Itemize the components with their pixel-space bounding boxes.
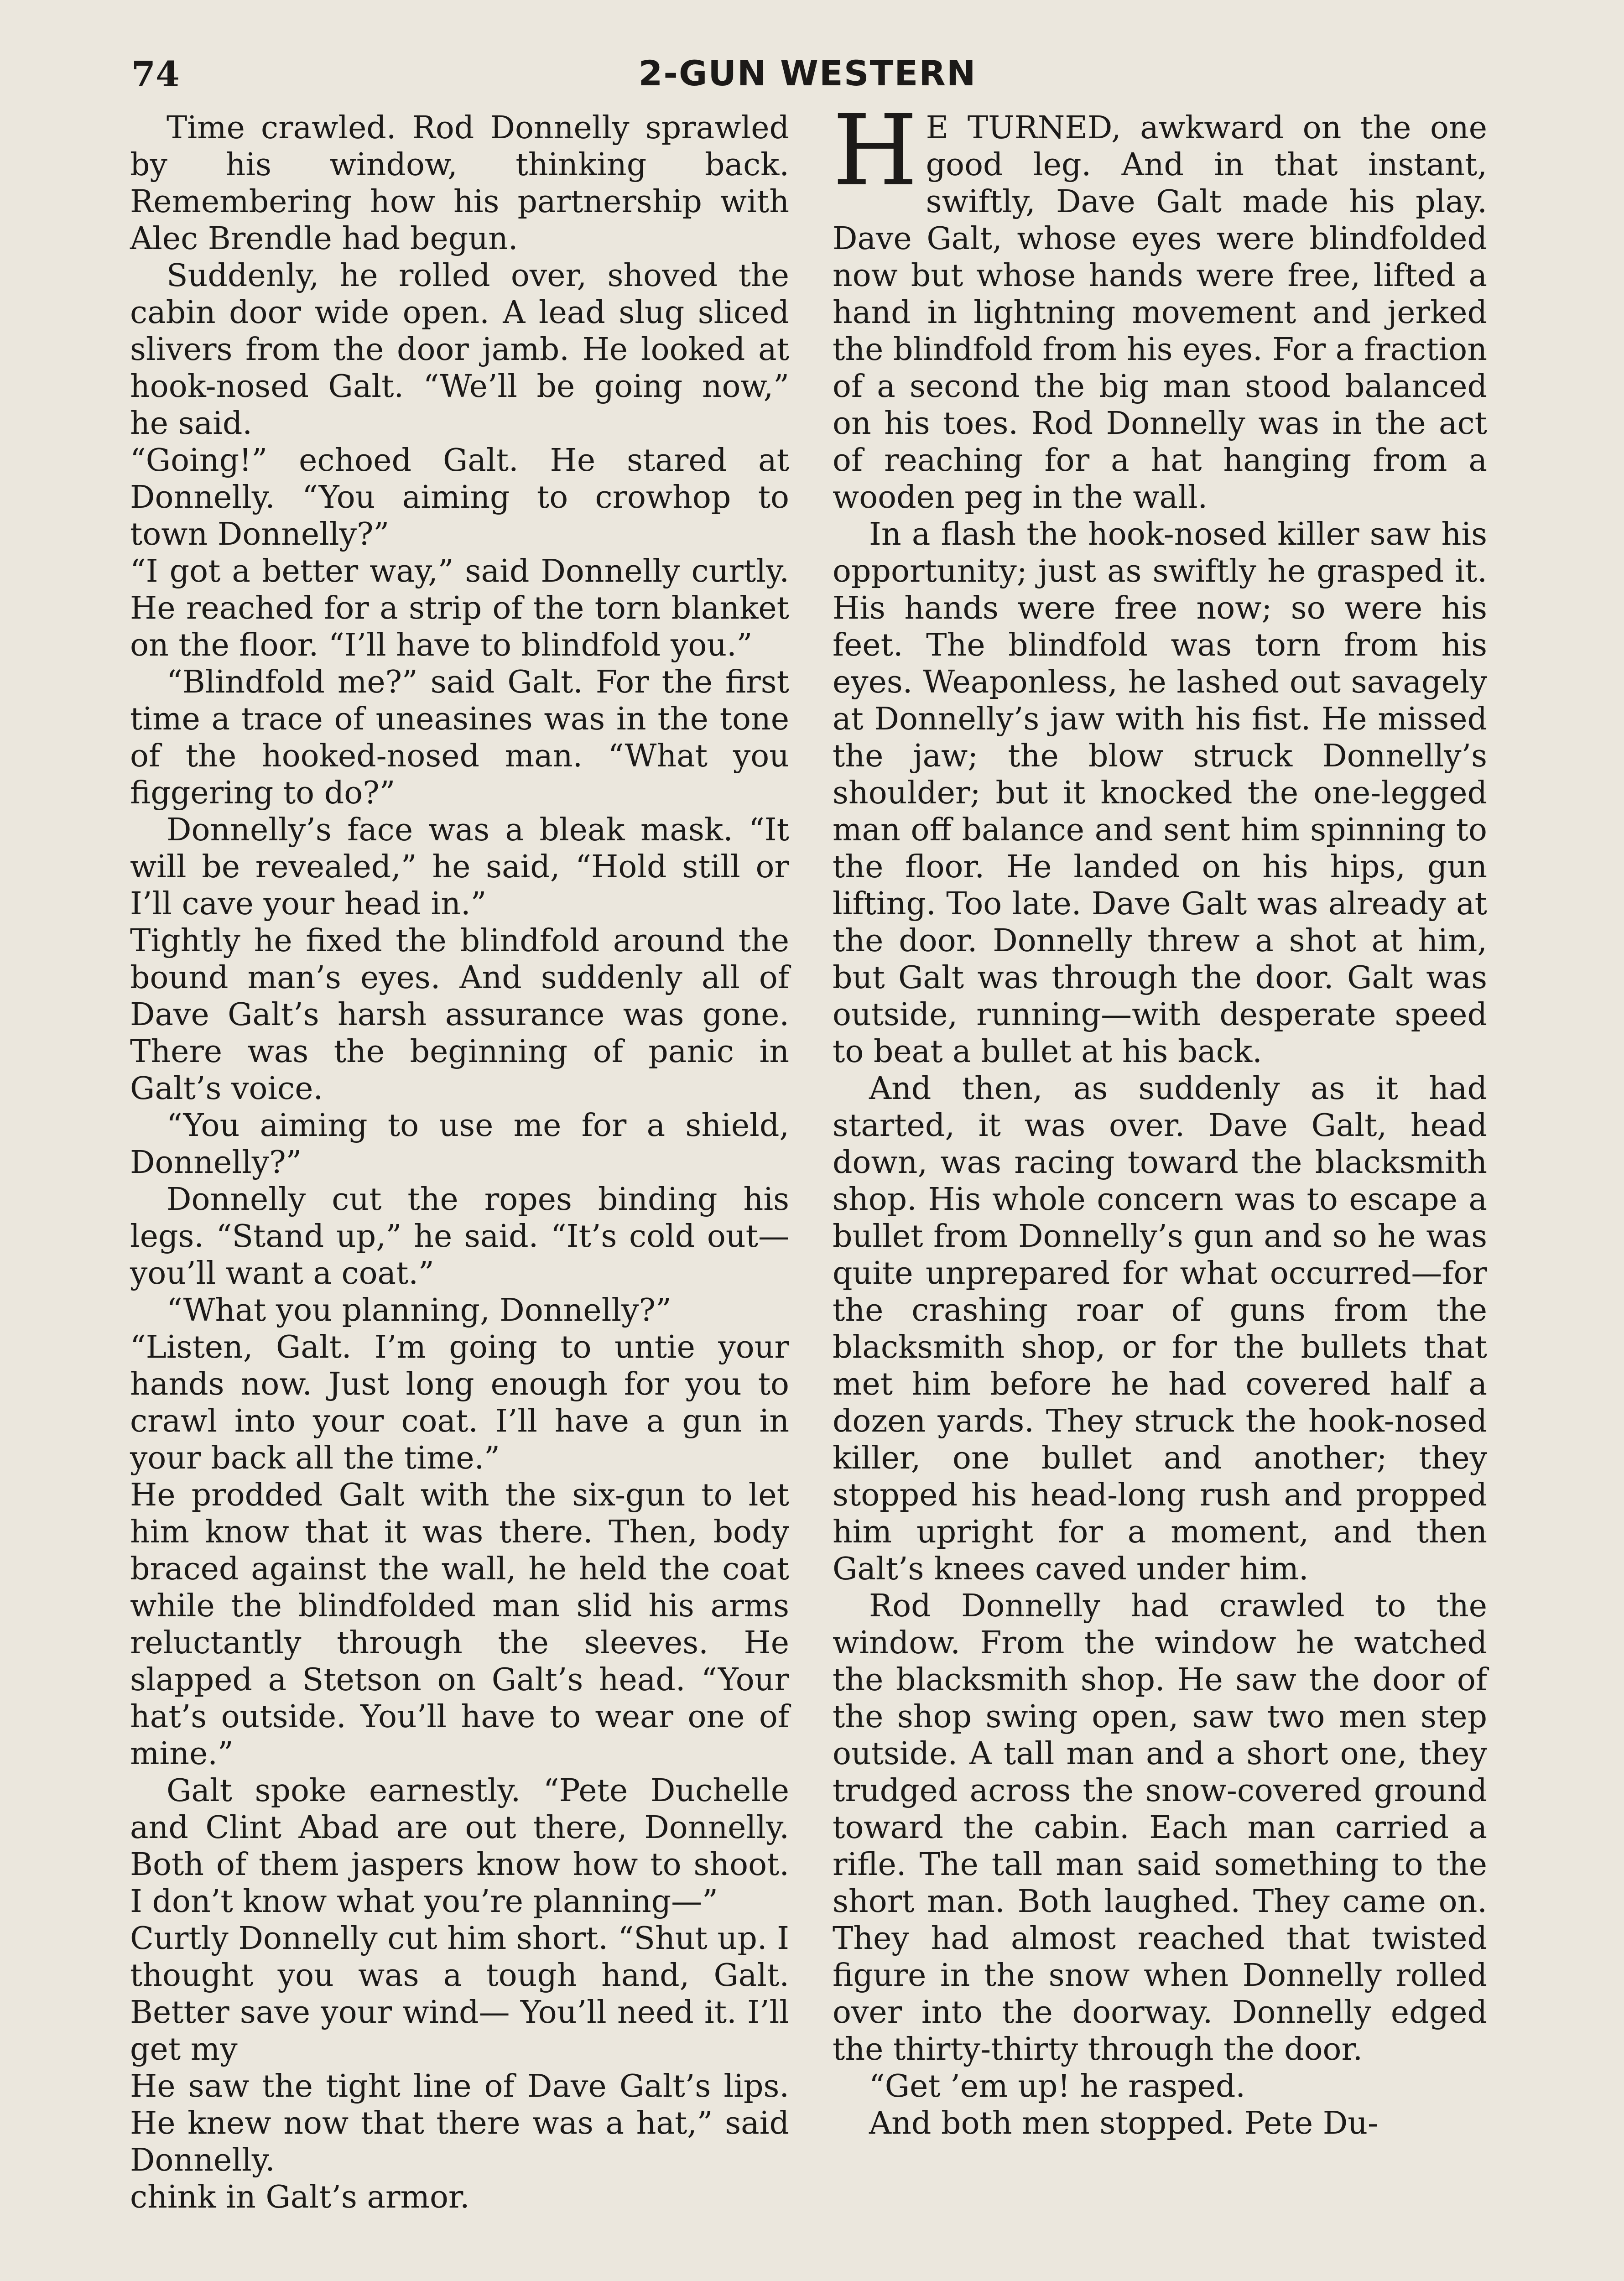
- paragraph: In a flash the hook-nosed killer saw his opportunity; just as swiftly he grasped it. His hands were free now; so were his feet. The blindfold was torn from his eyes. Weaponless, he lashed out savagely at Donnelly’s jaw with his fist. He missed the jaw; the blow struck Donnelly’s shoulder; but it knocked the one-legged man off balance and sent him spinning to the floor. He landed on his hips, gun lifting. Too late. Dave Galt was already at the door. Donnelly threw a shot at him, but Galt was through the door. Galt was outside, running—with desperate speed to beat a bullet at his back.: [833, 516, 1487, 1070]
- paragraph: Suddenly, he rolled over, shoved the cabin door wide open. A lead slug sliced slivers from the door jamb. He looked at hook-nosed Galt. “We’ll be going now,” he said.: [130, 258, 789, 442]
- paragraph: Donnelly cut the ropes binding his legs. “Stand up,” he said. “It’s cold out—you’ll want a coat.”: [130, 1182, 789, 1292]
- paragraph: “Get ’em up! he rasped.: [869, 2068, 1245, 2104]
- paragraph: “Blindfold me?” said Galt. For the first time a trace of uneasines was in the tone of the hooked-nosed man. “What you figgering to do?”: [130, 664, 789, 811]
- right-column: [833, 94, 1487, 2142]
- paragraph: Rod Donnelly had crawled to the window. From the window he watched the blacksmith shop. He saw the door of the shop swing open, saw two men step outside. A tall man and a short one, they trudged across the snow-covered ground toward the cabin. Each man carried a rifle. The tall man said something to the short man. Both laughed. They came on. They had almost reached that twisted figure in the snow when Donnelly rolled over into the doorway. Donnelly edged the thirty-thirty through the door.: [833, 1588, 1487, 2067]
- paragraph: “What you planning, Donnelly?”: [167, 1292, 671, 1328]
- paragraph: He prodded Galt with the six-gun to let him know that it was there. Then, body braced against the wall, he held the coat while the blindfolded man slid his arms reluctantly through the sleeves. He slapped a Stetson on Galt’s head. “Your hat’s outside. You’ll have to wear one of mine.”: [130, 1477, 789, 1772]
- paragraph: And both men stopped. Pete Du-: [869, 2105, 1379, 2141]
- paragraph: And then, as suddenly as it had started, it was over. Dave Galt, head down, was racing toward the blacksmith shop. His whole concern was to escape a bullet from Donnelly’s gun and so he was quite unprepared for what occurred—for the crashing roar of guns from the blacksmith shop, or for the bullets that met him before he had covered half a dozen yards. They struck the hook-nosed killer, one bullet and another; they stopped his head-long rush and propped him upright for a moment, and then Galt’s knees caved under him.: [833, 1071, 1487, 1587]
- opening-paragraph: [833, 94, 1487, 516]
- paragraph: chink in Galt’s armor.: [130, 2179, 470, 2215]
- paragraph: He saw the tight line of Dave Galt’s lips. He knew now that there was a hat,” said Donnelly.: [130, 2068, 789, 2178]
- paragraph: “Going!” echoed Galt. He stared at Donnelly. “You aiming to crowhop to town Donnelly?”: [130, 443, 789, 552]
- running-title: 2-GUN WESTERN: [638, 53, 977, 94]
- page-header: [128, 46, 1487, 96]
- paragraph: “I got a better way,” said Donnelly curtly. He reached for a strip of the torn blanket on the floor. “I’ll have to blindfold you.”: [130, 553, 789, 663]
- paragraph: “Listen, Galt. I’m going to untie your hands now. Just long enough for you to crawl into your coat. I’ll have a gun in your back all the time.”: [130, 1329, 789, 1476]
- paragraph: Time crawled. Rod Donnelly sprawled by his window, thinking back. Remembering how his partnership with Alec Brendle had begun.: [130, 110, 789, 257]
- page-number: 74: [131, 54, 180, 94]
- paragraph: Galt spoke earnestly. “Pete Duchelle and Clint Abad are out there, Donnelly. Both of them jaspers know how to shoot. I don’t know what you’re planning—”: [130, 1773, 789, 1920]
- left-column: [130, 109, 789, 2216]
- paragraph: Tightly he fixed the blindfold around the bound man’s eyes. And suddenly all of Dave Galt’s harsh assurance was gone. There was the beginning of panic in Galt’s voice.: [130, 923, 789, 1107]
- opening-paragraph-text: E TURNED, awkward on the one good leg. And in that instant, swiftly, Dave Galt made his play. Dave Galt, whose eyes were blindfolded now but whose hands were free, lifted a hand in lightning movement and jerked the blindfold from his eyes. For a fraction of a second the big man stood balanced on his toes. Rod Donnelly was in the act of reaching for a hat hanging from a wooden peg in the wall.: [833, 110, 1487, 516]
- paragraph: “You aiming to use me for a shield, Donnelly?”: [130, 1108, 789, 1181]
- drop-cap: H: [833, 94, 918, 208]
- paragraph: Curtly Donnelly cut him short. “Shut up. I thought you was a tough hand, Galt. Better save your wind— You’ll need it. I’ll get my: [130, 1921, 789, 2067]
- paragraph: Donnelly’s face was a bleak mask. “It will be revealed,” he said, “Hold still or I’ll cave your head in.”: [130, 812, 789, 922]
